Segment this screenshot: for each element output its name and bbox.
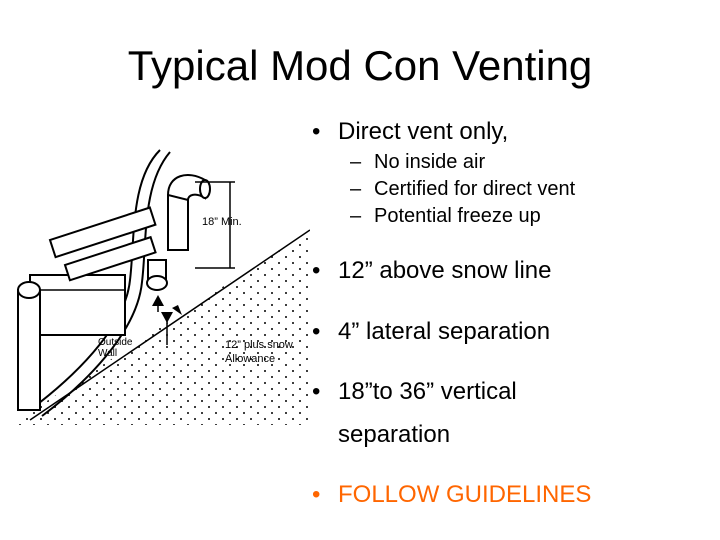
outside-label: Outside xyxy=(98,337,133,348)
boiler xyxy=(30,275,125,335)
bullet-snow-line: • 12” above snow line xyxy=(312,257,552,284)
bullet-vertical: • 18”to 36” vertical xyxy=(312,378,517,405)
snow-allowance-label-line1: 12” plus snow xyxy=(225,339,293,351)
upper-vent-riser xyxy=(168,195,188,250)
sub-bullet-freeze: – Potential freeze up xyxy=(350,205,541,227)
bullet-vertical-continued: separation xyxy=(338,421,451,448)
venting-diagram xyxy=(10,140,310,425)
bullet-guidelines: • FOLLOW GUIDELINES xyxy=(312,481,592,508)
sub-bullet-certified: – Certified for direct vent xyxy=(350,178,576,200)
vertical-pipe xyxy=(18,290,40,410)
wall-label: Wall xyxy=(98,348,118,359)
min-height-label: 18” Min. xyxy=(202,216,242,228)
bullet-direct-vent: • Direct vent only, xyxy=(312,118,509,145)
sub-bullet-no-inside-air: – No inside air xyxy=(350,151,486,173)
slide-title: Typical Mod Con Venting xyxy=(127,42,593,89)
bullet-dot: • xyxy=(312,118,321,145)
snow-allowance-label-line2: Allowance xyxy=(225,353,276,365)
bullet-lateral: • 4” lateral separation xyxy=(312,318,551,345)
